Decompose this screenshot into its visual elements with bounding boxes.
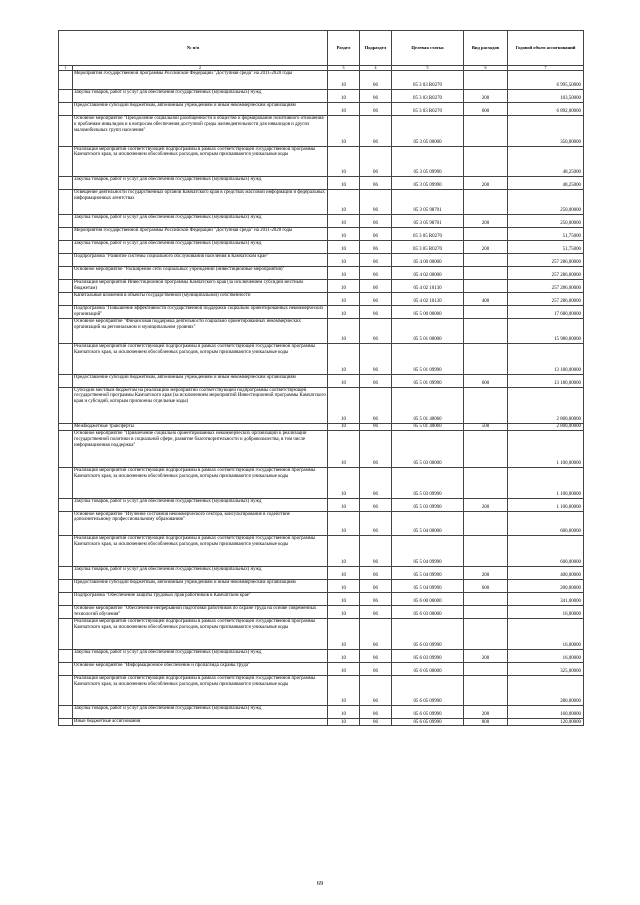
row-index — [59, 374, 73, 387]
row-amount: 6 892,00000 — [508, 102, 584, 115]
row-expense-type — [464, 343, 508, 374]
row-podrazdel: 06 — [360, 215, 392, 228]
table-row — [59, 280, 584, 293]
row-amount: 6 995,50000 — [508, 71, 584, 90]
row-target-article: 05 3 05 98701 — [392, 190, 464, 215]
row-name: Закупка товаров, работ и услуг для обеспечения государственных (муниципальных) нужд — [73, 177, 328, 190]
row-name: Основное мероприятие "Привлечение социально ориентированных некоммерческих организаций к реализации государственной политики в социальной сфере, развитие благотворительности и добровольчества, в том числе информационная поддержка" — [73, 431, 328, 468]
table-row — [59, 387, 584, 424]
row-target-article: 05 4 02 00000 — [392, 267, 464, 280]
table-row — [59, 662, 584, 675]
row-amount: 16,00000 — [508, 619, 584, 650]
row-razdel: 10 — [328, 177, 360, 190]
row-expense-type: 200 — [464, 567, 508, 580]
row-razdel: 10 — [328, 606, 360, 619]
row-index — [59, 102, 73, 115]
row-target-article: 05 5 00 00000 — [392, 306, 464, 319]
col-number: 6 — [464, 66, 508, 71]
row-index — [59, 343, 73, 374]
row-podrazdel: 06 — [360, 387, 392, 424]
row-podrazdel: 06 — [360, 567, 392, 580]
row-podrazdel: 06 — [360, 267, 392, 280]
row-target-article: 05 5 03 09990 — [392, 498, 464, 511]
row-podrazdel: 06 — [360, 241, 392, 254]
row-index — [59, 241, 73, 254]
row-expense-type: 600 — [464, 102, 508, 115]
row-razdel: 10 — [328, 293, 360, 306]
col-number: 5 — [392, 66, 464, 71]
row-index — [59, 177, 73, 190]
row-index — [59, 146, 73, 177]
page-number: 69 — [316, 880, 324, 887]
table-row — [59, 267, 584, 280]
row-target-article: 05 6 00 00000 — [392, 593, 464, 606]
row-target-article: 05 5 01 09990 — [392, 374, 464, 387]
row-name: Предоставление субсидий бюджетным, автономным учреждениям и иным некоммерческим организациям — [73, 102, 328, 115]
row-index — [59, 467, 73, 498]
row-name: Основное мероприятие "Преодоление социальной разобщенности в обществе и формирование позитивного отношения к проблемам инвалидов и к вопросам обеспечения доступной среды жизнедеятельности для инвалидов и других маломобильных групп населения" — [73, 115, 328, 146]
row-razdel: 10 — [328, 190, 360, 215]
row-index — [59, 431, 73, 468]
row-name: Реализация мероприятий Инвестиционной программы Камчатского края (за исключением субсидий местным бюджетам) — [73, 280, 328, 293]
row-expense-type — [464, 662, 508, 675]
row-expense-type — [464, 431, 508, 468]
row-name: Мероприятия государственной программы Российской Федерации "Доступная среда" на 2011-2020 годы — [73, 228, 328, 241]
table-row — [59, 215, 584, 228]
row-razdel: 10 — [328, 254, 360, 267]
col-header-podrazdel: Подраздел — [360, 31, 392, 66]
row-amount: 257 286,00000 — [508, 293, 584, 306]
row-expense-type — [464, 306, 508, 319]
row-name: Межбюджетные трансферты — [73, 424, 328, 431]
row-podrazdel: 06 — [360, 177, 392, 190]
row-name: Субсидии местным бюджетам на реализацию мероприятий соответствующей подпрограммы соответствующей государственной программы Камчатского края (за исключением мероприятий Инвестиционной программы Камчатского края и субсидий, которым присвоены отдельные коды) — [73, 387, 328, 424]
row-amount: 600,00000 — [508, 536, 584, 567]
row-index — [59, 580, 73, 593]
row-podrazdel: 06 — [360, 593, 392, 606]
row-index — [59, 89, 73, 102]
row-expense-type: 600 — [464, 374, 508, 387]
row-expense-type — [464, 593, 508, 606]
table-row — [59, 593, 584, 606]
row-razdel: 10 — [328, 267, 360, 280]
row-index — [59, 498, 73, 511]
row-amount: 200,00000 — [508, 580, 584, 593]
row-razdel: 10 — [328, 580, 360, 593]
row-expense-type — [464, 606, 508, 619]
row-target-article: 05 3 05 00000 — [392, 115, 464, 146]
row-razdel: 10 — [328, 424, 360, 431]
row-podrazdel: 06 — [360, 254, 392, 267]
row-razdel: 10 — [328, 567, 360, 580]
row-amount: 1 100,00000 — [508, 467, 584, 498]
row-index — [59, 71, 73, 90]
table-row — [59, 719, 584, 726]
row-podrazdel: 06 — [360, 719, 392, 726]
row-amount: 2 800,00000 — [508, 424, 584, 431]
row-target-article: 05 4 00 00000 — [392, 254, 464, 267]
table-row — [59, 89, 584, 102]
col-header-num: № п/п — [59, 31, 328, 66]
row-name: Реализация мероприятий соответствующей подпрограммы в рамках соответствующей государственной программы Камчатского края, за исключением обособленных расходов, которым присваиваются уникальные коды — [73, 536, 328, 567]
row-expense-type — [464, 387, 508, 424]
row-razdel: 10 — [328, 115, 360, 146]
row-name: Освещение деятельности государственных органов Камчатского края в средствах массовой информации и федеральных информационных агентствах — [73, 190, 328, 215]
row-razdel: 10 — [328, 662, 360, 675]
row-target-article: 05 5 01 09990 — [392, 343, 464, 374]
row-amount: 13 180,00000 — [508, 343, 584, 374]
row-name: Закупка товаров, работ и услуг для обеспечения государственных (муниципальных) нужд — [73, 241, 328, 254]
col-header-annual-amount: Годовой объем ассигнований — [508, 31, 584, 66]
table-row — [59, 343, 584, 374]
table-row — [59, 102, 584, 115]
row-target-article: 05 5 01 00000 — [392, 319, 464, 344]
row-amount: 120,00000 — [508, 719, 584, 726]
row-razdel: 10 — [328, 593, 360, 606]
row-amount: 1 100,00000 — [508, 498, 584, 511]
table-row — [59, 293, 584, 306]
row-index — [59, 228, 73, 241]
table-row — [59, 431, 584, 468]
row-razdel: 10 — [328, 511, 360, 536]
row-target-article: 05 3 05 R0270 — [392, 241, 464, 254]
table-row — [59, 498, 584, 511]
row-podrazdel: 06 — [360, 467, 392, 498]
row-expense-type — [464, 115, 508, 146]
row-razdel: 10 — [328, 228, 360, 241]
row-amount: 400,00000 — [508, 567, 584, 580]
row-podrazdel: 06 — [360, 706, 392, 719]
row-razdel: 10 — [328, 280, 360, 293]
row-amount: 16,00000 — [508, 649, 584, 662]
row-podrazdel: 06 — [360, 306, 392, 319]
row-index — [59, 293, 73, 306]
row-expense-type — [464, 254, 508, 267]
row-name: Реализация мероприятий соответствующей подпрограммы в рамках соответствующей государственной программы Камчатского края, за исключением обособленных расходов, которым присваиваются уникальные коды — [73, 343, 328, 374]
row-podrazdel: 06 — [360, 675, 392, 706]
col-header-expense-type: Вид расходов — [464, 31, 508, 66]
row-index — [59, 190, 73, 215]
row-target-article: 05 5 03 09990 — [392, 467, 464, 498]
row-expense-type — [464, 280, 508, 293]
row-amount: 257 286,00000 — [508, 254, 584, 267]
row-target-article: 05 3 05 09990 — [392, 177, 464, 190]
row-amount: 250,00000 — [508, 190, 584, 215]
row-target-article: 05 4 02 10130 — [392, 280, 464, 293]
row-razdel: 10 — [328, 675, 360, 706]
row-name: Подпрограмма "Обеспечение защиты трудовых прав работников в Камчатском крае" — [73, 593, 328, 606]
row-expense-type — [464, 146, 508, 177]
table-body — [59, 71, 584, 726]
row-name: Мероприятия государственной программы Российской Федерации "Доступная среда" на 2011-2020 годы — [73, 71, 328, 90]
row-razdel: 10 — [328, 215, 360, 228]
row-target-article: 05 5 04 09990 — [392, 567, 464, 580]
table-row — [59, 467, 584, 498]
row-index — [59, 649, 73, 662]
row-name: Закупка товаров, работ и услуг для обеспечения государственных (муниципальных) нужд — [73, 89, 328, 102]
row-podrazdel: 06 — [360, 228, 392, 241]
col-number: 2 — [73, 66, 328, 71]
row-razdel: 10 — [328, 241, 360, 254]
row-amount: 160,00000 — [508, 706, 584, 719]
row-podrazdel: 06 — [360, 146, 392, 177]
row-podrazdel: 06 — [360, 374, 392, 387]
row-index — [59, 424, 73, 431]
row-index — [59, 662, 73, 675]
row-target-article: 05 6 05 09990 — [392, 719, 464, 726]
row-index — [59, 719, 73, 726]
col-number: 3 — [328, 66, 360, 71]
row-index — [59, 706, 73, 719]
row-expense-type: 200 — [464, 241, 508, 254]
row-amount: 257 286,00000 — [508, 280, 584, 293]
row-razdel: 10 — [328, 536, 360, 567]
table-row — [59, 424, 584, 431]
row-expense-type — [464, 190, 508, 215]
row-name: Закупка товаров, работ и услуг для обеспечения государственных (муниципальных) нужд — [73, 215, 328, 228]
row-name: Реализация мероприятий соответствующей подпрограммы в рамках соответствующей государственной программы Камчатского края, за исключением обособленных расходов, которым присваиваются уникальные коды — [73, 619, 328, 650]
row-name: Реализация мероприятий соответствующей подпрограммы в рамках соответствующей государственной программы Камчатского края, за исключением обособленных расходов, которым присваиваются уникальные коды — [73, 146, 328, 177]
row-name: Основное мероприятие "Расширение сети социальных учреждений (инвестиционные мероприятия)" — [73, 267, 328, 280]
row-index — [59, 306, 73, 319]
row-index — [59, 387, 73, 424]
row-index — [59, 675, 73, 706]
row-expense-type — [464, 511, 508, 536]
col-number: 4 — [360, 66, 392, 71]
row-expense-type: 400 — [464, 293, 508, 306]
row-expense-type: 200 — [464, 498, 508, 511]
row-razdel: 10 — [328, 89, 360, 102]
row-podrazdel: 06 — [360, 319, 392, 344]
row-amount: 15 980,00000 — [508, 319, 584, 344]
row-amount: 16,00000 — [508, 606, 584, 619]
row-target-article: 05 3 05 09990 — [392, 146, 464, 177]
row-expense-type: 200 — [464, 649, 508, 662]
row-target-article: 05 3 05 R0270 — [392, 228, 464, 241]
row-name: Основное мероприятие "Изучение состояния некоммерческого сектора, консультирование в содействие дополнительному профессиональному образованию" — [73, 511, 328, 536]
row-expense-type — [464, 71, 508, 90]
row-index — [59, 280, 73, 293]
row-amount: 1 100,00000 — [508, 431, 584, 468]
row-expense-type — [464, 619, 508, 650]
row-target-article: 05 6 05 09990 — [392, 675, 464, 706]
row-target-article: 05 5 04 09990 — [392, 580, 464, 593]
row-amount: 600,00000 — [508, 511, 584, 536]
row-name: Основное мероприятие "Финансовая поддержка деятельности социально ориентированных некоммерческих организаций на региональном и муниципальном уровнях" — [73, 319, 328, 344]
row-amount: 2 800,00000 — [508, 387, 584, 424]
row-podrazdel: 06 — [360, 115, 392, 146]
row-target-article: 05 6 05 09990 — [392, 706, 464, 719]
row-target-article: 05 5 03 00000 — [392, 431, 464, 468]
row-expense-type: 200 — [464, 215, 508, 228]
row-name: Предоставление субсидий бюджетным, автономным учреждениям и иным некоммерческим организациям — [73, 580, 328, 593]
row-index — [59, 593, 73, 606]
col-header-target-article: Целевая статья — [392, 31, 464, 66]
row-podrazdel: 06 — [360, 431, 392, 468]
row-index — [59, 619, 73, 650]
col-number: 1 — [59, 66, 73, 71]
row-name: Закупка товаров, работ и услуг для обеспечения государственных (муниципальных) нужд — [73, 649, 328, 662]
row-razdel: 10 — [328, 706, 360, 719]
col-header-razdel: Раздел — [328, 31, 360, 66]
row-podrazdel: 06 — [360, 662, 392, 675]
row-podrazdel: 06 — [360, 536, 392, 567]
table-row — [59, 675, 584, 706]
row-podrazdel: 06 — [360, 619, 392, 650]
row-target-article: 05 3 03 R0270 — [392, 102, 464, 115]
row-amount: 51,75000 — [508, 241, 584, 254]
row-amount: 51,75000 — [508, 228, 584, 241]
row-index — [59, 606, 73, 619]
table-row — [59, 580, 584, 593]
row-name: Закупка товаров, работ и услуг для обеспечения государственных (муниципальных) нужд — [73, 706, 328, 719]
row-amount: 13 180,00000 — [508, 374, 584, 387]
table-row — [59, 306, 584, 319]
row-expense-type: 200 — [464, 177, 508, 190]
row-target-article: 05 3 03 R0270 — [392, 71, 464, 90]
row-razdel: 10 — [328, 387, 360, 424]
row-index — [59, 319, 73, 344]
row-index — [59, 511, 73, 536]
row-target-article: 05 5 01 40060 — [392, 424, 464, 431]
table-row — [59, 606, 584, 619]
row-target-article: 05 6 03 09990 — [392, 619, 464, 650]
row-expense-type — [464, 675, 508, 706]
row-expense-type: 600 — [464, 580, 508, 593]
row-target-article: 05 6 03 00000 — [392, 606, 464, 619]
row-expense-type: 500 — [464, 424, 508, 431]
table-row — [59, 511, 584, 536]
row-razdel: 10 — [328, 319, 360, 344]
row-podrazdel: 06 — [360, 511, 392, 536]
row-target-article: 05 3 03 R0270 — [392, 89, 464, 102]
table-row — [59, 649, 584, 662]
table-row — [59, 115, 584, 146]
row-podrazdel: 06 — [360, 89, 392, 102]
table-row — [59, 177, 584, 190]
row-name: Реализация мероприятий соответствующей подпрограммы в рамках соответствующей государственной программы Камчатского края, за исключением обособленных расходов, которым присваиваются уникальные коды — [73, 467, 328, 498]
table-row — [59, 374, 584, 387]
row-name: Основное мероприятие "Информационное обеспечение и пропаганда охраны труда" — [73, 662, 328, 675]
row-razdel: 10 — [328, 619, 360, 650]
row-amount: 325,00000 — [508, 662, 584, 675]
row-name: Капитальные вложения в объекты государственной (муниципальной) собственности — [73, 293, 328, 306]
row-expense-type: 200 — [464, 89, 508, 102]
row-amount: 48,25000 — [508, 146, 584, 177]
row-expense-type: 200 — [464, 706, 508, 719]
row-razdel: 10 — [328, 649, 360, 662]
row-razdel: 10 — [328, 343, 360, 374]
row-target-article: 05 5 04 09990 — [392, 536, 464, 567]
row-podrazdel: 06 — [360, 71, 392, 90]
row-name: Закупка товаров, работ и услуг для обеспечения государственных (муниципальных) нужд — [73, 567, 328, 580]
table-row — [59, 319, 584, 344]
row-amount: 17 680,00000 — [508, 306, 584, 319]
row-name: Подпрограмма "Развитие системы социального обслуживания населения в Камчатском крае" — [73, 254, 328, 267]
col-number: 7 — [508, 66, 584, 71]
row-index — [59, 115, 73, 146]
table-row — [59, 254, 584, 267]
budget-table-sheet — [58, 30, 583, 726]
row-name: Основное мероприятие "Обеспечение непрерывной подготовки работников по охране труда на основе современных технологий обучения" — [73, 606, 328, 619]
row-razdel: 10 — [328, 146, 360, 177]
row-amount: 250,00000 — [508, 215, 584, 228]
row-expense-type — [464, 319, 508, 344]
row-expense-type: 800 — [464, 719, 508, 726]
row-name: Закупка товаров, работ и услуг для обеспечения государственных (муниципальных) нужд — [73, 498, 328, 511]
row-index — [59, 267, 73, 280]
row-podrazdel: 06 — [360, 293, 392, 306]
table-row — [59, 567, 584, 580]
row-expense-type — [464, 267, 508, 280]
row-target-article: 05 6 03 09990 — [392, 649, 464, 662]
row-index — [59, 215, 73, 228]
row-name: Реализация мероприятий соответствующей подпрограммы в рамках соответствующей государственной программы Камчатского края, за исключением обособленных расходов, которым присваиваются уникальные коды — [73, 675, 328, 706]
table-row — [59, 706, 584, 719]
table-row — [59, 228, 584, 241]
row-amount: 280,00000 — [508, 675, 584, 706]
row-podrazdel: 06 — [360, 649, 392, 662]
table-row — [59, 619, 584, 650]
row-index — [59, 536, 73, 567]
row-razdel: 10 — [328, 719, 360, 726]
row-target-article: 05 5 01 40060 — [392, 387, 464, 424]
row-razdel: 10 — [328, 498, 360, 511]
row-target-article: 05 3 05 98701 — [392, 215, 464, 228]
table-row — [59, 146, 584, 177]
row-index — [59, 567, 73, 580]
row-amount: 350,00000 — [508, 115, 584, 146]
row-expense-type — [464, 536, 508, 567]
row-razdel: 10 — [328, 71, 360, 90]
row-podrazdel: 06 — [360, 606, 392, 619]
row-razdel: 10 — [328, 431, 360, 468]
header-row — [59, 31, 584, 66]
table-row — [59, 241, 584, 254]
row-index — [59, 254, 73, 267]
row-podrazdel: 06 — [360, 424, 392, 431]
row-target-article: 05 4 02 10130 — [392, 293, 464, 306]
row-podrazdel: 06 — [360, 580, 392, 593]
row-target-article: 05 6 05 00000 — [392, 662, 464, 675]
row-razdel: 10 — [328, 467, 360, 498]
row-podrazdel: 06 — [360, 343, 392, 374]
row-amount: 103,50000 — [508, 89, 584, 102]
row-target-article: 05 5 04 00000 — [392, 511, 464, 536]
table-row — [59, 190, 584, 215]
row-name: Предоставление субсидий бюджетным, автономным учреждениям и иным некоммерческим организациям — [73, 374, 328, 387]
row-name: Иные бюджетные ассигнования — [73, 719, 328, 726]
row-expense-type — [464, 467, 508, 498]
row-razdel: 10 — [328, 102, 360, 115]
row-podrazdel: 06 — [360, 498, 392, 511]
budget-table — [58, 30, 584, 726]
row-expense-type — [464, 228, 508, 241]
table-row — [59, 71, 584, 90]
row-podrazdel: 06 — [360, 102, 392, 115]
row-podrazdel: 06 — [360, 190, 392, 215]
row-amount: 257 286,00000 — [508, 267, 584, 280]
table-row — [59, 536, 584, 567]
row-podrazdel: 06 — [360, 280, 392, 293]
row-razdel: 10 — [328, 306, 360, 319]
row-name: Подпрограмма "Повышение эффективности государственной поддержки социально ориентированных некоммерческих организаций" — [73, 306, 328, 319]
row-razdel: 10 — [328, 374, 360, 387]
row-amount: 48,25000 — [508, 177, 584, 190]
row-amount: 341,00000 — [508, 593, 584, 606]
